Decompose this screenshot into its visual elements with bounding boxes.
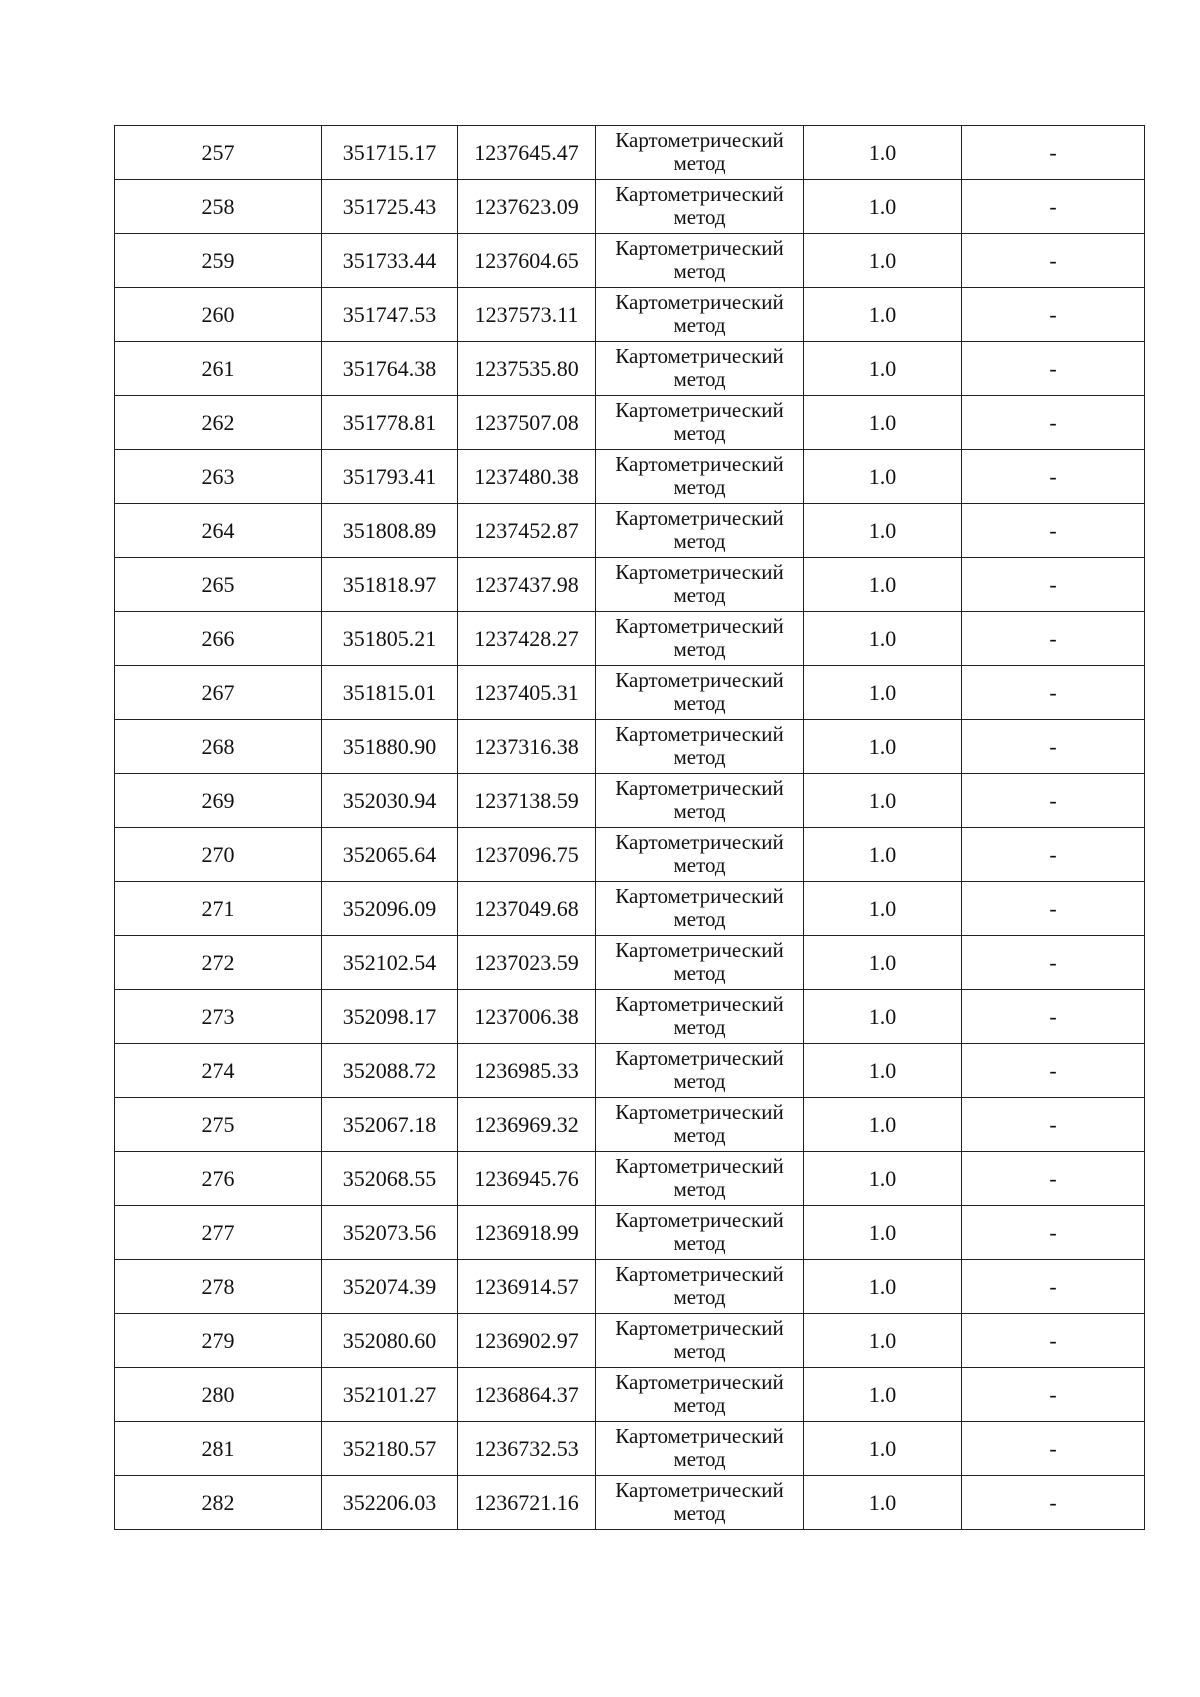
method-cell: Картометрический метод: [596, 504, 804, 558]
note-cell: -: [962, 774, 1145, 828]
accuracy-cell: 1.0: [804, 666, 962, 720]
point-number-cell: 273: [115, 990, 322, 1044]
point-number-cell: 261: [115, 342, 322, 396]
x-coordinate-cell: 352030.94: [322, 774, 458, 828]
x-coordinate-cell: 352068.55: [322, 1152, 458, 1206]
method-cell: Картометрический метод: [596, 1044, 804, 1098]
table-row: [115, 882, 1145, 936]
table-row: [115, 666, 1145, 720]
method-cell: Картометрический метод: [596, 1476, 804, 1530]
note-cell: -: [962, 1476, 1145, 1530]
coordinates-table-body: [115, 126, 1145, 1530]
accuracy-cell: 1.0: [804, 342, 962, 396]
table-row: [115, 1260, 1145, 1314]
x-coordinate-cell: 351764.38: [322, 342, 458, 396]
method-cell: Картометрический метод: [596, 1260, 804, 1314]
x-coordinate-cell: 352073.56: [322, 1206, 458, 1260]
point-number-cell: 277: [115, 1206, 322, 1260]
note-cell: -: [962, 882, 1145, 936]
table-row: [115, 504, 1145, 558]
table-row: [115, 396, 1145, 450]
note-cell: -: [962, 126, 1145, 180]
point-number-cell: 262: [115, 396, 322, 450]
point-number-cell: 280: [115, 1368, 322, 1422]
method-cell: Картометрический метод: [596, 882, 804, 936]
method-cell: Картометрический метод: [596, 1422, 804, 1476]
point-number-cell: 260: [115, 288, 322, 342]
coordinates-table: [114, 125, 1145, 1530]
accuracy-cell: 1.0: [804, 612, 962, 666]
point-number-cell: 282: [115, 1476, 322, 1530]
y-coordinate-cell: 1237452.87: [458, 504, 596, 558]
accuracy-cell: 1.0: [804, 1152, 962, 1206]
y-coordinate-cell: 1237405.31: [458, 666, 596, 720]
point-number-cell: 264: [115, 504, 322, 558]
y-coordinate-cell: 1236985.33: [458, 1044, 596, 1098]
x-coordinate-cell: 352067.18: [322, 1098, 458, 1152]
point-number-cell: 275: [115, 1098, 322, 1152]
note-cell: -: [962, 666, 1145, 720]
table-row: [115, 1476, 1145, 1530]
y-coordinate-cell: 1236945.76: [458, 1152, 596, 1206]
y-coordinate-cell: 1237645.47: [458, 126, 596, 180]
table-row: [115, 1206, 1145, 1260]
note-cell: -: [962, 180, 1145, 234]
point-number-cell: 270: [115, 828, 322, 882]
accuracy-cell: 1.0: [804, 1422, 962, 1476]
table-row: [115, 990, 1145, 1044]
table-row: [115, 936, 1145, 990]
accuracy-cell: 1.0: [804, 828, 962, 882]
x-coordinate-cell: 351818.97: [322, 558, 458, 612]
note-cell: -: [962, 990, 1145, 1044]
note-cell: -: [962, 720, 1145, 774]
x-coordinate-cell: 352074.39: [322, 1260, 458, 1314]
point-number-cell: 268: [115, 720, 322, 774]
x-coordinate-cell: 352080.60: [322, 1314, 458, 1368]
method-cell: Картометрический метод: [596, 1098, 804, 1152]
y-coordinate-cell: 1237049.68: [458, 882, 596, 936]
point-number-cell: 263: [115, 450, 322, 504]
table-row: [115, 558, 1145, 612]
method-cell: Картометрический метод: [596, 774, 804, 828]
table-row: [115, 774, 1145, 828]
x-coordinate-cell: 351733.44: [322, 234, 458, 288]
table-row: [115, 450, 1145, 504]
accuracy-cell: 1.0: [804, 1098, 962, 1152]
note-cell: -: [962, 612, 1145, 666]
x-coordinate-cell: 351815.01: [322, 666, 458, 720]
point-number-cell: 267: [115, 666, 322, 720]
method-cell: Картометрический метод: [596, 558, 804, 612]
method-cell: Картометрический метод: [596, 126, 804, 180]
accuracy-cell: 1.0: [804, 1206, 962, 1260]
x-coordinate-cell: 352102.54: [322, 936, 458, 990]
table-row: [115, 720, 1145, 774]
y-coordinate-cell: 1236914.57: [458, 1260, 596, 1314]
accuracy-cell: 1.0: [804, 504, 962, 558]
point-number-cell: 278: [115, 1260, 322, 1314]
x-coordinate-cell: 351725.43: [322, 180, 458, 234]
y-coordinate-cell: 1237138.59: [458, 774, 596, 828]
x-coordinate-cell: 352098.17: [322, 990, 458, 1044]
y-coordinate-cell: 1237604.65: [458, 234, 596, 288]
note-cell: -: [962, 1044, 1145, 1098]
table-row: [115, 342, 1145, 396]
method-cell: Картометрический метод: [596, 1314, 804, 1368]
method-cell: Картометрический метод: [596, 720, 804, 774]
y-coordinate-cell: 1237428.27: [458, 612, 596, 666]
table-row: [115, 1314, 1145, 1368]
y-coordinate-cell: 1237023.59: [458, 936, 596, 990]
note-cell: -: [962, 1368, 1145, 1422]
table-row: [115, 1368, 1145, 1422]
accuracy-cell: 1.0: [804, 180, 962, 234]
x-coordinate-cell: 352180.57: [322, 1422, 458, 1476]
accuracy-cell: 1.0: [804, 720, 962, 774]
accuracy-cell: 1.0: [804, 1476, 962, 1530]
accuracy-cell: 1.0: [804, 774, 962, 828]
note-cell: -: [962, 396, 1145, 450]
table-row: [115, 1152, 1145, 1206]
point-number-cell: 269: [115, 774, 322, 828]
x-coordinate-cell: 351747.53: [322, 288, 458, 342]
method-cell: Картометрический метод: [596, 288, 804, 342]
x-coordinate-cell: 351805.21: [322, 612, 458, 666]
method-cell: Картометрический метод: [596, 990, 804, 1044]
y-coordinate-cell: 1237096.75: [458, 828, 596, 882]
y-coordinate-cell: 1237316.38: [458, 720, 596, 774]
note-cell: -: [962, 288, 1145, 342]
y-coordinate-cell: 1237535.80: [458, 342, 596, 396]
accuracy-cell: 1.0: [804, 450, 962, 504]
accuracy-cell: 1.0: [804, 1368, 962, 1422]
note-cell: -: [962, 1098, 1145, 1152]
method-cell: Картометрический метод: [596, 1206, 804, 1260]
y-coordinate-cell: 1237480.38: [458, 450, 596, 504]
point-number-cell: 257: [115, 126, 322, 180]
table-row: [115, 1422, 1145, 1476]
x-coordinate-cell: 351778.81: [322, 396, 458, 450]
note-cell: -: [962, 342, 1145, 396]
method-cell: Картометрический метод: [596, 180, 804, 234]
note-cell: -: [962, 558, 1145, 612]
accuracy-cell: 1.0: [804, 1314, 962, 1368]
point-number-cell: 274: [115, 1044, 322, 1098]
method-cell: Картометрический метод: [596, 1368, 804, 1422]
note-cell: -: [962, 504, 1145, 558]
note-cell: -: [962, 1152, 1145, 1206]
point-number-cell: 281: [115, 1422, 322, 1476]
accuracy-cell: 1.0: [804, 558, 962, 612]
point-number-cell: 279: [115, 1314, 322, 1368]
point-number-cell: 271: [115, 882, 322, 936]
table-row: [115, 612, 1145, 666]
method-cell: Картометрический метод: [596, 234, 804, 288]
x-coordinate-cell: 351808.89: [322, 504, 458, 558]
note-cell: -: [962, 234, 1145, 288]
accuracy-cell: 1.0: [804, 990, 962, 1044]
accuracy-cell: 1.0: [804, 882, 962, 936]
x-coordinate-cell: 352206.03: [322, 1476, 458, 1530]
note-cell: -: [962, 936, 1145, 990]
y-coordinate-cell: 1237437.98: [458, 558, 596, 612]
table-row: [115, 234, 1145, 288]
point-number-cell: 276: [115, 1152, 322, 1206]
accuracy-cell: 1.0: [804, 396, 962, 450]
y-coordinate-cell: 1237573.11: [458, 288, 596, 342]
table-row: [115, 828, 1145, 882]
point-number-cell: 272: [115, 936, 322, 990]
point-number-cell: 259: [115, 234, 322, 288]
method-cell: Картометрический метод: [596, 828, 804, 882]
y-coordinate-cell: 1237006.38: [458, 990, 596, 1044]
note-cell: -: [962, 450, 1145, 504]
accuracy-cell: 1.0: [804, 1044, 962, 1098]
accuracy-cell: 1.0: [804, 126, 962, 180]
table-row: [115, 126, 1145, 180]
point-number-cell: 265: [115, 558, 322, 612]
y-coordinate-cell: 1237507.08: [458, 396, 596, 450]
accuracy-cell: 1.0: [804, 234, 962, 288]
x-coordinate-cell: 352065.64: [322, 828, 458, 882]
note-cell: -: [962, 1206, 1145, 1260]
y-coordinate-cell: 1236732.53: [458, 1422, 596, 1476]
table-row: [115, 1044, 1145, 1098]
y-coordinate-cell: 1236721.16: [458, 1476, 596, 1530]
note-cell: -: [962, 1314, 1145, 1368]
accuracy-cell: 1.0: [804, 288, 962, 342]
note-cell: -: [962, 828, 1145, 882]
method-cell: Картометрический метод: [596, 342, 804, 396]
x-coordinate-cell: 351793.41: [322, 450, 458, 504]
method-cell: Картометрический метод: [596, 396, 804, 450]
point-number-cell: 266: [115, 612, 322, 666]
x-coordinate-cell: 351880.90: [322, 720, 458, 774]
method-cell: Картометрический метод: [596, 450, 804, 504]
y-coordinate-cell: 1236902.97: [458, 1314, 596, 1368]
accuracy-cell: 1.0: [804, 1260, 962, 1314]
note-cell: -: [962, 1260, 1145, 1314]
method-cell: Картометрический метод: [596, 612, 804, 666]
table-row: [115, 180, 1145, 234]
x-coordinate-cell: 352101.27: [322, 1368, 458, 1422]
table-row: [115, 1098, 1145, 1152]
y-coordinate-cell: 1237623.09: [458, 180, 596, 234]
note-cell: -: [962, 1422, 1145, 1476]
point-number-cell: 258: [115, 180, 322, 234]
x-coordinate-cell: 352096.09: [322, 882, 458, 936]
y-coordinate-cell: 1236918.99: [458, 1206, 596, 1260]
method-cell: Картометрический метод: [596, 666, 804, 720]
table-row: [115, 288, 1145, 342]
x-coordinate-cell: 352088.72: [322, 1044, 458, 1098]
x-coordinate-cell: 351715.17: [322, 126, 458, 180]
y-coordinate-cell: 1236864.37: [458, 1368, 596, 1422]
method-cell: Картометрический метод: [596, 1152, 804, 1206]
y-coordinate-cell: 1236969.32: [458, 1098, 596, 1152]
method-cell: Картометрический метод: [596, 936, 804, 990]
accuracy-cell: 1.0: [804, 936, 962, 990]
